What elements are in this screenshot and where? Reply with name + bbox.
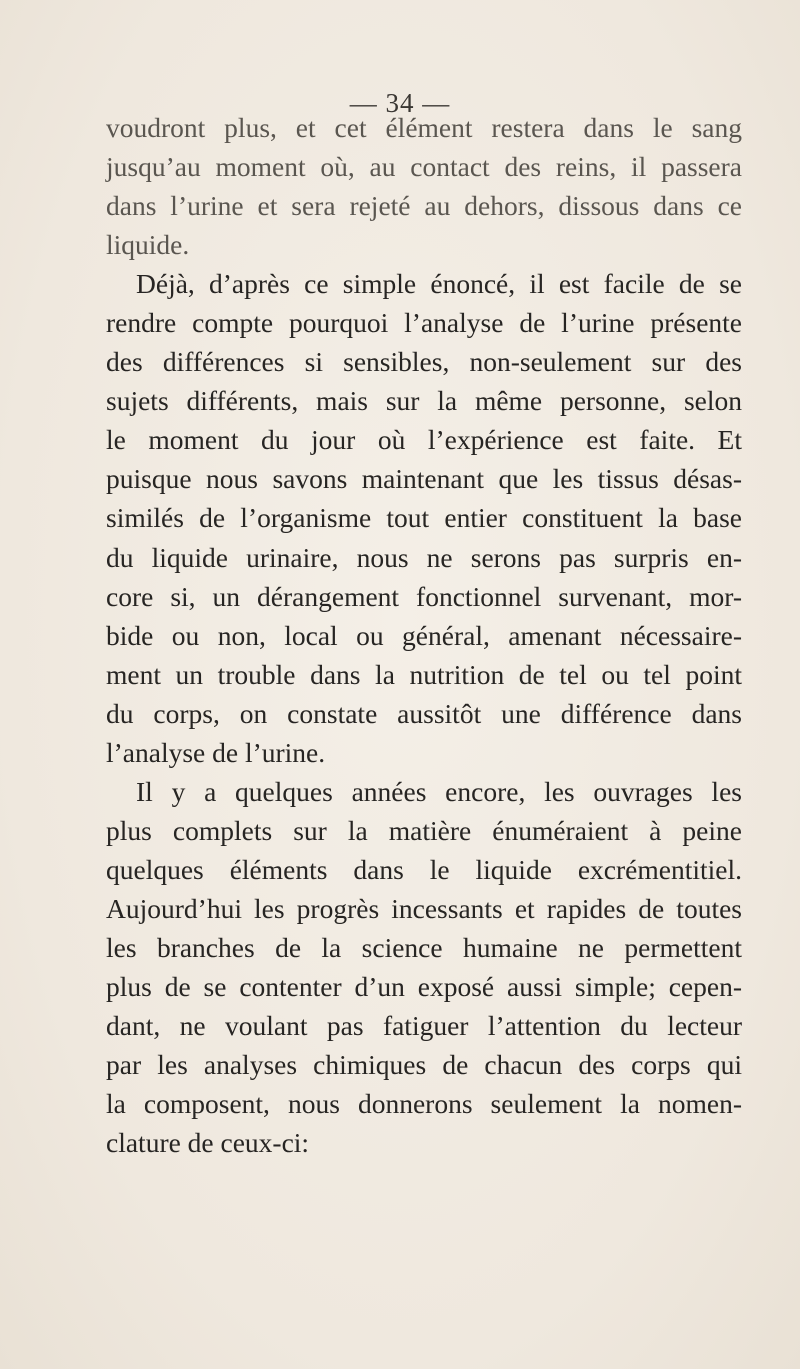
text-line: clature de ceux-ci: [106, 1127, 310, 1159]
text-line: Il y a quelques années encore, les ouvrages les [136, 775, 742, 807]
text-line: Aujourd’hui les progrès incessants et rapides de toutes [106, 892, 742, 924]
text-line: similés de l’organisme tout entier constituent la base [106, 502, 742, 534]
text-line: bide ou non, local ou général, amenant nécessaire- [106, 619, 742, 651]
text-line: ment un trouble dans la nutrition de tel ou tel point [106, 658, 742, 690]
page-number: — 34 — [349, 88, 451, 118]
text-line: core si, un dérangement fonctionnel survenant, mor- [106, 580, 742, 612]
text-line: l’analyse de l’urine. [106, 736, 326, 768]
text-line: du corps, on constate aussitôt une différence dans [106, 697, 742, 729]
text-line: le moment du jour où l’expérience est faite. Et [106, 424, 742, 456]
text-line: dant, ne voulant pas fatiguer l’attention du lecteur [106, 1010, 742, 1042]
text-line: les branches de la science humaine ne permettent [106, 931, 742, 963]
body-text [106, 108, 742, 1162]
text-line: rendre compte pourquoi l’analyse de l’urine présente [106, 307, 742, 339]
text-line: sujets différents, mais sur la même personne, selon [106, 385, 742, 417]
text-line: par les analyses chimiques de chacun des corps qui [106, 1049, 742, 1081]
text-line: jusqu’au moment où, au contact des reins, il passera [106, 151, 742, 183]
text-line: puisque nous savons maintenant que les tissus désas- [106, 463, 742, 495]
text-line: plus complets sur la matière énuméraient à peine [106, 814, 742, 846]
text-line: des différences si sensibles, non-seulement sur des [106, 346, 742, 378]
text-line: la composent, nous donnerons seulement la nomen- [106, 1088, 742, 1120]
text-line: quelques éléments dans le liquide excrémentitiel. [106, 853, 742, 885]
text-line: plus de se contenter d’un exposé aussi simple; cepen- [106, 971, 742, 1003]
text-line: voudront plus, et cet élément restera dans le sang [106, 112, 742, 143]
text-line: du liquide urinaire, nous ne serons pas surpris en- [106, 541, 742, 573]
text-line: liquide. [106, 229, 190, 261]
text-line: dans l’urine et sera rejeté au dehors, dissous dans ce [106, 190, 742, 222]
text-line: Déjà, d’après ce simple énoncé, il est facile de se [136, 268, 742, 300]
